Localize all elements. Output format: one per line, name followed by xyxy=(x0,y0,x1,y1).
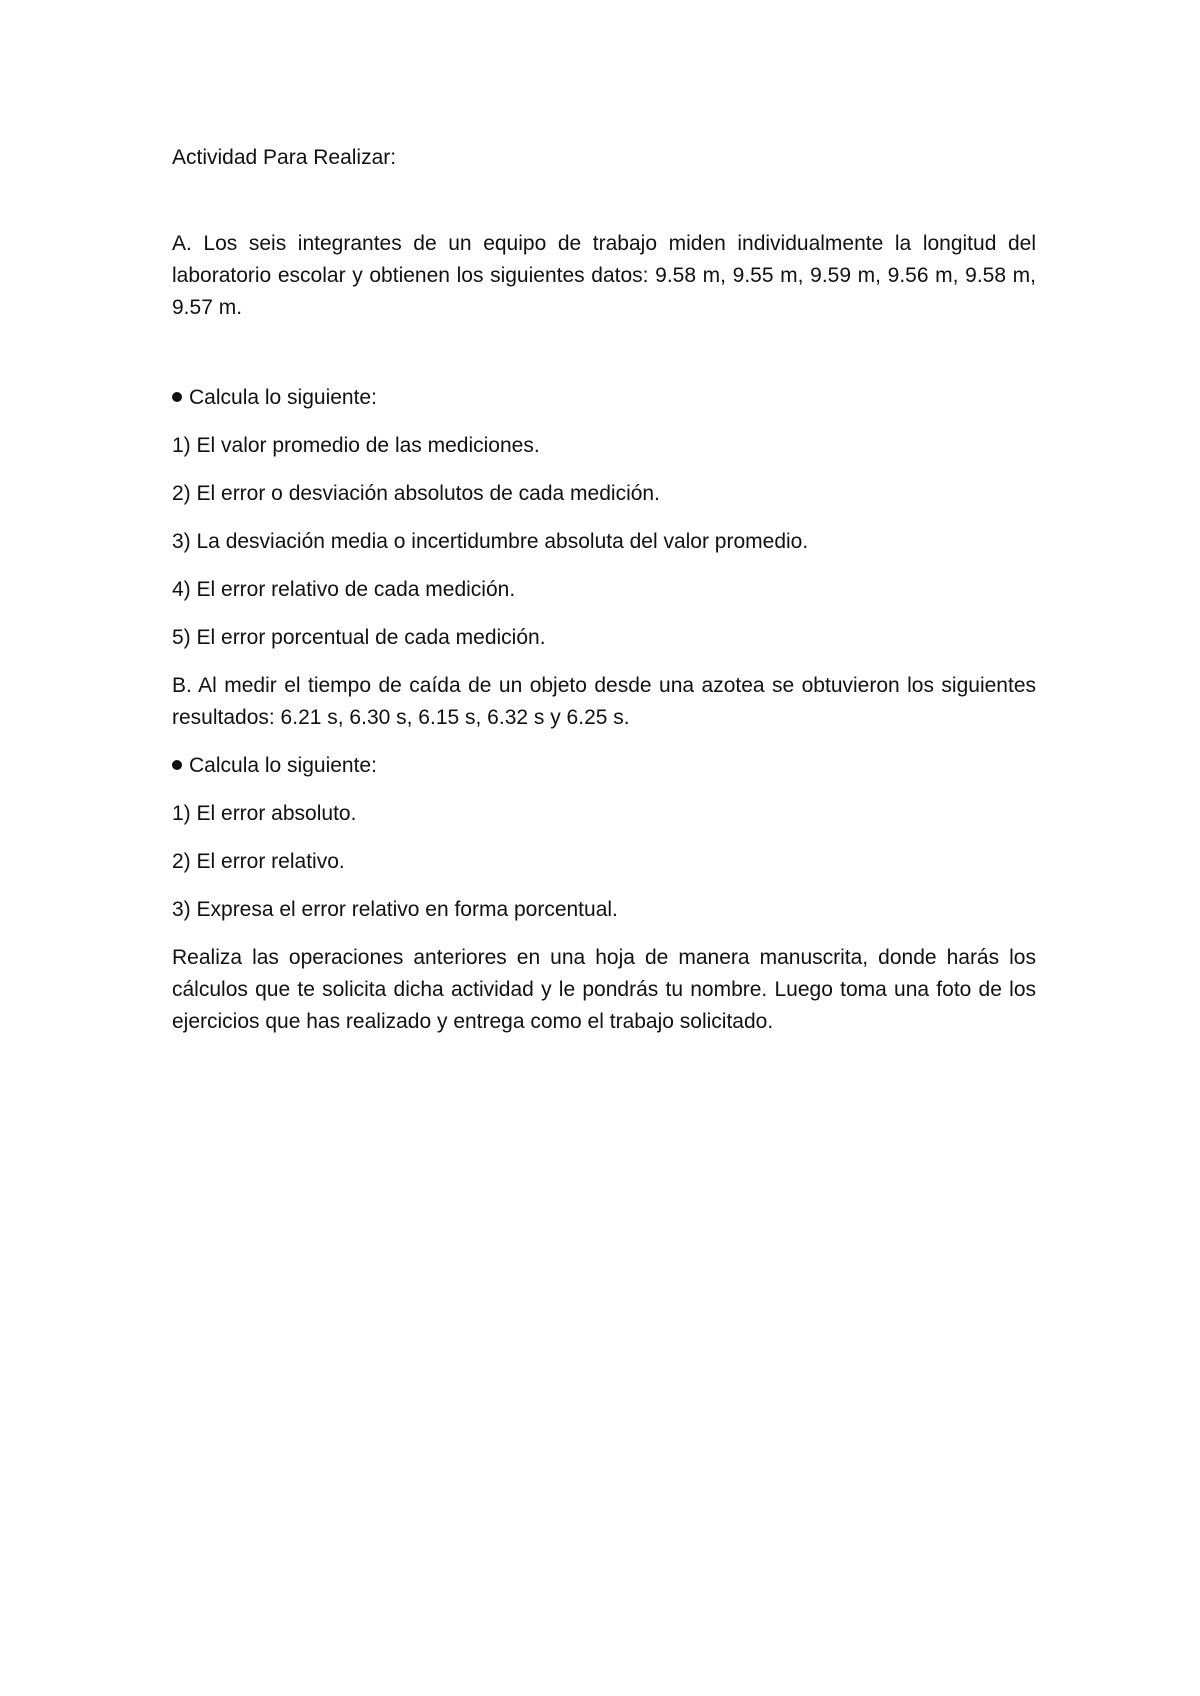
section-a-prompt xyxy=(172,382,1036,414)
spacer xyxy=(172,324,1036,382)
section-a-item: 3) La desviación media o incertidumbre absoluta del valor promedio. xyxy=(172,530,809,553)
document-title: Actividad Para Realizar: xyxy=(172,146,397,169)
section-b-item: 2) El error relativo. xyxy=(172,850,345,873)
section-a-prompt-text: Calcula lo siguiente: xyxy=(189,386,377,409)
section-b-text: B. Al medir el tiempo de caída de un objeto desde una azotea se obtuvieron los siguientes resultados: 6.21 s, 6.30 s, 6.15 s, 6.32 s y 6.25 s. xyxy=(172,674,1036,729)
section-a-item: 4) El error relativo de cada medición. xyxy=(172,578,516,601)
section-b-item: 1) El error absoluto. xyxy=(172,802,357,825)
section-a-item: 1) El valor promedio de las mediciones. xyxy=(172,434,540,457)
closing-instructions: Realiza las operaciones anteriores en una hoja de manera manuscrita, donde harás los cálculos que te solicita dicha actividad y le pondrás tu nombre. Luego toma una foto de los ejercicios que has realizado y entrega como el trabajo solicitado. xyxy=(172,946,1036,1033)
document-page xyxy=(172,142,1036,1038)
section-b-prompt-text: Calcula lo siguiente: xyxy=(189,754,377,777)
spacer xyxy=(172,174,1036,228)
bullet-icon xyxy=(172,392,182,402)
section-a-item: 5) El error porcentual de cada medición. xyxy=(172,626,546,649)
section-b-prompt xyxy=(172,750,1036,782)
section-a-text: A. Los seis integrantes de un equipo de trabajo miden individualmente la longitud del laboratorio escolar y obtienen los siguientes datos: 9.58 m, 9.55 m, 9.59 m, 9.56 m, 9.58 m, 9.57 m. xyxy=(172,232,1036,319)
section-b-item: 3) Expresa el error relativo en forma porcentual. xyxy=(172,898,618,921)
bullet-icon xyxy=(172,760,182,770)
section-a-item: 2) El error o desviación absolutos de cada medición. xyxy=(172,482,660,505)
